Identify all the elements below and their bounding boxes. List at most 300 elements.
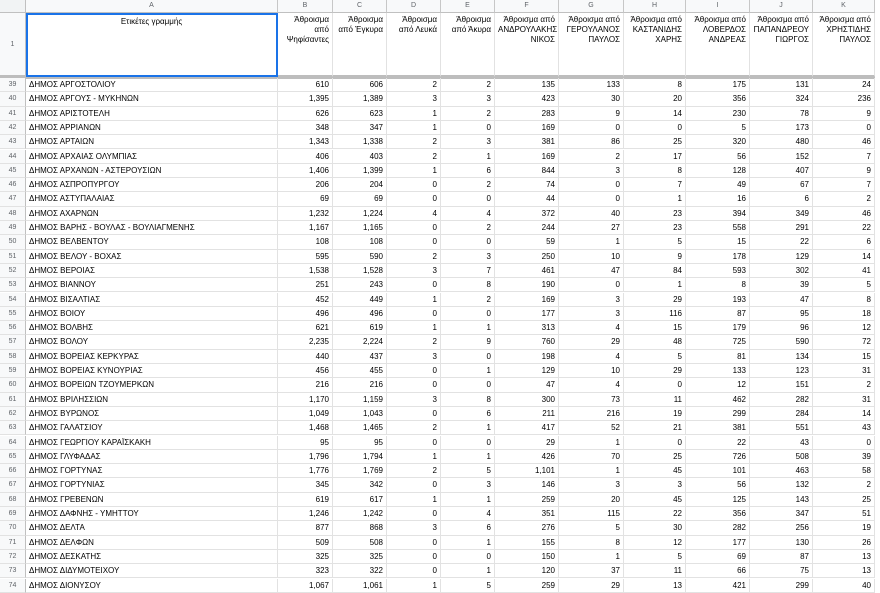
value-cell-i[interactable]: 56 — [686, 150, 750, 164]
value-cell-h[interactable]: 8 — [624, 164, 686, 178]
value-cell-b[interactable]: 1,246 — [278, 507, 333, 521]
value-cell-g[interactable]: 20 — [559, 493, 624, 507]
municipality-cell[interactable]: ΔΗΜΟΣ ΑΣΤΥΠΑΛΑΙΑΣ — [26, 192, 278, 206]
value-cell-g[interactable]: 52 — [559, 421, 624, 435]
value-cell-f[interactable]: 461 — [495, 264, 559, 278]
value-cell-j[interactable]: 39 — [750, 278, 813, 292]
header-cell-j[interactable]: Άθροισμα από ΠΑΠΑΝΔΡΕΟΥ ΓΙΩΡΓΟΣ — [750, 13, 813, 77]
value-cell-c[interactable]: 449 — [333, 293, 387, 307]
column-header-g[interactable]: G — [559, 0, 624, 13]
value-cell-g[interactable]: 3 — [559, 478, 624, 492]
header-cell-b[interactable]: Άθροισμα από Ψηφίσαντες — [278, 13, 333, 77]
value-cell-g[interactable]: 70 — [559, 450, 624, 464]
value-cell-c[interactable]: 322 — [333, 564, 387, 578]
value-cell-h[interactable]: 11 — [624, 564, 686, 578]
row-header[interactable]: 62 — [0, 407, 26, 421]
row-header[interactable]: 71 — [0, 536, 26, 550]
value-cell-j[interactable]: 123 — [750, 364, 813, 378]
value-cell-h[interactable]: 84 — [624, 264, 686, 278]
value-cell-d[interactable]: 3 — [387, 350, 441, 364]
value-cell-h[interactable]: 29 — [624, 293, 686, 307]
value-cell-k[interactable]: 13 — [813, 550, 875, 564]
value-cell-h[interactable]: 17 — [624, 150, 686, 164]
value-cell-b[interactable]: 1,232 — [278, 207, 333, 221]
value-cell-e[interactable]: 6 — [441, 407, 495, 421]
municipality-cell[interactable]: ΔΗΜΟΣ ΔΙΟΝΥΣΟΥ — [26, 579, 278, 593]
value-cell-c[interactable]: 508 — [333, 536, 387, 550]
value-cell-h[interactable]: 25 — [624, 450, 686, 464]
header-cell-i[interactable]: Άθροισμα από ΛΟΒΕΡΔΟΣ ΑΝΔΡΕΑΣ — [686, 13, 750, 77]
value-cell-k[interactable]: 2 — [813, 378, 875, 392]
value-cell-d[interactable]: 0 — [387, 478, 441, 492]
value-cell-i[interactable]: 87 — [686, 307, 750, 321]
value-cell-k[interactable]: 0 — [813, 121, 875, 135]
municipality-cell[interactable]: ΔΗΜΟΣ ΑΧΑΡΝΩΝ — [26, 207, 278, 221]
value-cell-b[interactable]: 216 — [278, 378, 333, 392]
row-header[interactable]: 66 — [0, 464, 26, 478]
value-cell-g[interactable]: 4 — [559, 350, 624, 364]
value-cell-d[interactable]: 0 — [387, 507, 441, 521]
value-cell-h[interactable]: 1 — [624, 278, 686, 292]
value-cell-b[interactable]: 1,343 — [278, 135, 333, 149]
value-cell-k[interactable]: 31 — [813, 364, 875, 378]
value-cell-k[interactable]: 19 — [813, 521, 875, 535]
value-cell-b[interactable]: 595 — [278, 250, 333, 264]
value-cell-f[interactable]: 250 — [495, 250, 559, 264]
value-cell-i[interactable]: 178 — [686, 250, 750, 264]
value-cell-f[interactable]: 244 — [495, 221, 559, 235]
column-header-i[interactable]: I — [686, 0, 750, 13]
value-cell-e[interactable]: 1 — [441, 536, 495, 550]
value-cell-k[interactable]: 2 — [813, 478, 875, 492]
value-cell-h[interactable]: 8 — [624, 78, 686, 92]
value-cell-k[interactable]: 7 — [813, 178, 875, 192]
value-cell-f[interactable]: 1,101 — [495, 464, 559, 478]
row-header[interactable]: 53 — [0, 278, 26, 292]
value-cell-k[interactable]: 26 — [813, 536, 875, 550]
value-cell-b[interactable]: 251 — [278, 278, 333, 292]
value-cell-f[interactable]: 259 — [495, 579, 559, 593]
value-cell-e[interactable]: 1 — [441, 450, 495, 464]
value-cell-f[interactable]: 417 — [495, 421, 559, 435]
value-cell-f[interactable]: 169 — [495, 150, 559, 164]
value-cell-d[interactable]: 0 — [387, 364, 441, 378]
value-cell-d[interactable]: 1 — [387, 493, 441, 507]
value-cell-c[interactable]: 1,165 — [333, 221, 387, 235]
row-labels-header-cell[interactable]: Ετικέτες γραμμής — [26, 13, 278, 77]
municipality-cell[interactable]: ΔΗΜΟΣ ΔΙΔΥΜΟΤΕΙΧΟΥ — [26, 564, 278, 578]
value-cell-e[interactable]: 1 — [441, 564, 495, 578]
value-cell-k[interactable]: 46 — [813, 135, 875, 149]
value-cell-k[interactable]: 58 — [813, 464, 875, 478]
value-cell-j[interactable]: 349 — [750, 207, 813, 221]
municipality-cell[interactable]: ΔΗΜΟΣ ΓΛΥΦΑΔΑΣ — [26, 450, 278, 464]
value-cell-k[interactable]: 72 — [813, 335, 875, 349]
value-cell-k[interactable]: 14 — [813, 407, 875, 421]
value-cell-f[interactable]: 177 — [495, 307, 559, 321]
column-header-d[interactable]: D — [387, 0, 441, 13]
value-cell-c[interactable]: 1,061 — [333, 579, 387, 593]
value-cell-j[interactable]: 95 — [750, 307, 813, 321]
value-cell-j[interactable]: 47 — [750, 293, 813, 307]
value-cell-c[interactable]: 1,338 — [333, 135, 387, 149]
value-cell-h[interactable]: 116 — [624, 307, 686, 321]
value-cell-c[interactable]: 1,769 — [333, 464, 387, 478]
value-cell-g[interactable]: 216 — [559, 407, 624, 421]
value-cell-c[interactable]: 1,043 — [333, 407, 387, 421]
value-cell-c[interactable]: 69 — [333, 192, 387, 206]
value-cell-j[interactable]: 78 — [750, 107, 813, 121]
value-cell-f[interactable]: 423 — [495, 92, 559, 106]
row-header[interactable]: 51 — [0, 250, 26, 264]
value-cell-k[interactable]: 5 — [813, 278, 875, 292]
value-cell-h[interactable]: 29 — [624, 364, 686, 378]
column-header-k[interactable]: K — [813, 0, 875, 13]
value-cell-e[interactable]: 6 — [441, 521, 495, 535]
value-cell-e[interactable]: 6 — [441, 164, 495, 178]
value-cell-f[interactable]: 29 — [495, 436, 559, 450]
value-cell-i[interactable]: 421 — [686, 579, 750, 593]
value-cell-i[interactable]: 320 — [686, 135, 750, 149]
value-cell-j[interactable]: 508 — [750, 450, 813, 464]
value-cell-f[interactable]: 74 — [495, 178, 559, 192]
value-cell-b[interactable]: 1,468 — [278, 421, 333, 435]
value-cell-b[interactable]: 877 — [278, 521, 333, 535]
value-cell-b[interactable]: 1,049 — [278, 407, 333, 421]
municipality-cell[interactable]: ΔΗΜΟΣ ΑΡΧΑΝΩΝ - ΑΣΤΕΡΟΥΣΙΩΝ — [26, 164, 278, 178]
municipality-cell[interactable]: ΔΗΜΟΣ ΑΡΓΟΥΣ - ΜΥΚΗΝΩΝ — [26, 92, 278, 106]
row-header[interactable]: 72 — [0, 550, 26, 564]
value-cell-i[interactable]: 49 — [686, 178, 750, 192]
municipality-cell[interactable]: ΔΗΜΟΣ ΒΟΡΕΙΑΣ ΚΥΝΟΥΡΙΑΣ — [26, 364, 278, 378]
row-header[interactable]: 45 — [0, 164, 26, 178]
value-cell-j[interactable]: 143 — [750, 493, 813, 507]
value-cell-g[interactable]: 27 — [559, 221, 624, 235]
value-cell-f[interactable]: 844 — [495, 164, 559, 178]
value-cell-b[interactable]: 325 — [278, 550, 333, 564]
value-cell-k[interactable]: 13 — [813, 564, 875, 578]
value-cell-e[interactable]: 8 — [441, 278, 495, 292]
value-cell-k[interactable]: 39 — [813, 450, 875, 464]
value-cell-k[interactable]: 9 — [813, 164, 875, 178]
value-cell-h[interactable]: 1 — [624, 192, 686, 206]
value-cell-g[interactable]: 29 — [559, 335, 624, 349]
value-cell-g[interactable]: 3 — [559, 164, 624, 178]
municipality-cell[interactable]: ΔΗΜΟΣ ΒΕΛΟΥ - ΒΟΧΑΣ — [26, 250, 278, 264]
value-cell-k[interactable]: 43 — [813, 421, 875, 435]
value-cell-g[interactable]: 9 — [559, 107, 624, 121]
row-header[interactable]: 59 — [0, 364, 26, 378]
value-cell-k[interactable]: 0 — [813, 436, 875, 450]
header-cell-h[interactable]: Άθροισμα από ΚΑΣΤΑΝΙΔΗΣ ΧΑΡΗΣ — [624, 13, 686, 77]
value-cell-i[interactable]: 81 — [686, 350, 750, 364]
header-cell-g[interactable]: Άθροισμα από ΓΕΡΟΥΛΑΝΟΣ ΠΑΥΛΟΣ — [559, 13, 624, 77]
value-cell-g[interactable]: 29 — [559, 579, 624, 593]
value-cell-d[interactable]: 1 — [387, 321, 441, 335]
value-cell-k[interactable]: 24 — [813, 78, 875, 92]
value-cell-h[interactable]: 45 — [624, 464, 686, 478]
value-cell-k[interactable]: 12 — [813, 321, 875, 335]
value-cell-g[interactable]: 4 — [559, 321, 624, 335]
value-cell-b[interactable]: 1,538 — [278, 264, 333, 278]
value-cell-j[interactable]: 284 — [750, 407, 813, 421]
value-cell-h[interactable]: 14 — [624, 107, 686, 121]
value-cell-f[interactable]: 146 — [495, 478, 559, 492]
value-cell-i[interactable]: 193 — [686, 293, 750, 307]
value-cell-c[interactable]: 868 — [333, 521, 387, 535]
value-cell-i[interactable]: 282 — [686, 521, 750, 535]
value-cell-j[interactable]: 347 — [750, 507, 813, 521]
row-header[interactable]: 68 — [0, 493, 26, 507]
value-cell-f[interactable]: 47 — [495, 378, 559, 392]
value-cell-b[interactable]: 621 — [278, 321, 333, 335]
row-header[interactable]: 40 — [0, 92, 26, 106]
value-cell-e[interactable]: 5 — [441, 579, 495, 593]
municipality-cell[interactable]: ΔΗΜΟΣ ΔΕΛΤΑ — [26, 521, 278, 535]
row-header[interactable]: 41 — [0, 107, 26, 121]
row-header[interactable]: 61 — [0, 393, 26, 407]
municipality-cell[interactable]: ΔΗΜΟΣ ΓΑΛΑΤΣΙΟΥ — [26, 421, 278, 435]
value-cell-c[interactable]: 2,224 — [333, 335, 387, 349]
row-header[interactable]: 69 — [0, 507, 26, 521]
value-cell-h[interactable]: 30 — [624, 521, 686, 535]
value-cell-b[interactable]: 348 — [278, 121, 333, 135]
value-cell-h[interactable]: 0 — [624, 121, 686, 135]
value-cell-e[interactable]: 4 — [441, 507, 495, 521]
value-cell-k[interactable]: 18 — [813, 307, 875, 321]
value-cell-b[interactable]: 69 — [278, 192, 333, 206]
value-cell-d[interactable]: 2 — [387, 78, 441, 92]
value-cell-j[interactable]: 282 — [750, 393, 813, 407]
value-cell-f[interactable]: 276 — [495, 521, 559, 535]
value-cell-k[interactable]: 41 — [813, 264, 875, 278]
municipality-cell[interactable]: ΔΗΜΟΣ ΒΥΡΩΝΟΣ — [26, 407, 278, 421]
value-cell-d[interactable]: 0 — [387, 550, 441, 564]
value-cell-k[interactable]: 46 — [813, 207, 875, 221]
value-cell-d[interactable]: 0 — [387, 436, 441, 450]
value-cell-d[interactable]: 1 — [387, 293, 441, 307]
value-cell-g[interactable]: 0 — [559, 178, 624, 192]
value-cell-f[interactable]: 300 — [495, 393, 559, 407]
value-cell-f[interactable]: 760 — [495, 335, 559, 349]
value-cell-e[interactable]: 2 — [441, 178, 495, 192]
row-header[interactable]: 58 — [0, 350, 26, 364]
value-cell-e[interactable]: 1 — [441, 421, 495, 435]
value-cell-e[interactable]: 8 — [441, 393, 495, 407]
column-header-c[interactable]: C — [333, 0, 387, 13]
value-cell-b[interactable]: 345 — [278, 478, 333, 492]
row-header[interactable]: 50 — [0, 235, 26, 249]
municipality-cell[interactable]: ΔΗΜΟΣ ΓΟΡΤΥΝΙΑΣ — [26, 478, 278, 492]
value-cell-k[interactable]: 22 — [813, 221, 875, 235]
municipality-cell[interactable]: ΔΗΜΟΣ ΒΙΣΑΛΤΙΑΣ — [26, 293, 278, 307]
value-cell-b[interactable]: 440 — [278, 350, 333, 364]
value-cell-j[interactable]: 291 — [750, 221, 813, 235]
value-cell-f[interactable]: 259 — [495, 493, 559, 507]
value-cell-i[interactable]: 230 — [686, 107, 750, 121]
value-cell-h[interactable]: 5 — [624, 550, 686, 564]
row-header[interactable]: 54 — [0, 293, 26, 307]
value-cell-f[interactable]: 169 — [495, 293, 559, 307]
value-cell-b[interactable]: 1,406 — [278, 164, 333, 178]
value-cell-i[interactable]: 177 — [686, 536, 750, 550]
value-cell-e[interactable]: 7 — [441, 264, 495, 278]
row-header[interactable]: 47 — [0, 192, 26, 206]
value-cell-g[interactable]: 10 — [559, 364, 624, 378]
value-cell-d[interactable]: 0 — [387, 278, 441, 292]
value-cell-c[interactable]: 617 — [333, 493, 387, 507]
value-cell-f[interactable]: 129 — [495, 364, 559, 378]
value-cell-c[interactable]: 619 — [333, 321, 387, 335]
value-cell-d[interactable]: 0 — [387, 536, 441, 550]
value-cell-j[interactable]: 551 — [750, 421, 813, 435]
header-cell-f[interactable]: Άθροισμα από ΑΝΔΡΟΥΛΑΚΗΣ ΝΙΚΟΣ — [495, 13, 559, 77]
value-cell-e[interactable]: 0 — [441, 350, 495, 364]
value-cell-b[interactable]: 610 — [278, 78, 333, 92]
value-cell-i[interactable]: 128 — [686, 164, 750, 178]
value-cell-i[interactable]: 22 — [686, 436, 750, 450]
header-cell-k[interactable]: Άθροισμα από ΧΡΗΣΤΙΔΗΣ ΠΑΥΛΟΣ — [813, 13, 875, 77]
value-cell-c[interactable]: 216 — [333, 378, 387, 392]
municipality-cell[interactable]: ΔΗΜΟΣ ΒΟΛΟΥ — [26, 335, 278, 349]
municipality-cell[interactable]: ΔΗΜΟΣ ΑΡΙΣΤΟΤΕΛΗ — [26, 107, 278, 121]
value-cell-b[interactable]: 323 — [278, 564, 333, 578]
value-cell-j[interactable]: 324 — [750, 92, 813, 106]
value-cell-j[interactable]: 152 — [750, 150, 813, 164]
value-cell-d[interactable]: 1 — [387, 107, 441, 121]
value-cell-i[interactable]: 101 — [686, 464, 750, 478]
value-cell-f[interactable]: 426 — [495, 450, 559, 464]
value-cell-d[interactable]: 2 — [387, 421, 441, 435]
value-cell-h[interactable]: 15 — [624, 321, 686, 335]
value-cell-f[interactable]: 351 — [495, 507, 559, 521]
value-cell-i[interactable]: 299 — [686, 407, 750, 421]
value-cell-d[interactable]: 2 — [387, 250, 441, 264]
value-cell-c[interactable]: 606 — [333, 78, 387, 92]
value-cell-j[interactable]: 130 — [750, 536, 813, 550]
value-cell-j[interactable]: 96 — [750, 321, 813, 335]
value-cell-i[interactable]: 356 — [686, 507, 750, 521]
value-cell-d[interactable]: 0 — [387, 192, 441, 206]
row-header[interactable]: 64 — [0, 436, 26, 450]
value-cell-b[interactable]: 619 — [278, 493, 333, 507]
value-cell-k[interactable]: 14 — [813, 250, 875, 264]
value-cell-k[interactable]: 15 — [813, 350, 875, 364]
value-cell-d[interactable]: 0 — [387, 564, 441, 578]
value-cell-b[interactable]: 496 — [278, 307, 333, 321]
value-cell-g[interactable]: 1 — [559, 235, 624, 249]
value-cell-e[interactable]: 2 — [441, 107, 495, 121]
value-cell-i[interactable]: 725 — [686, 335, 750, 349]
municipality-cell[interactable]: ΔΗΜΟΣ ΒΟΛΒΗΣ — [26, 321, 278, 335]
value-cell-f[interactable]: 190 — [495, 278, 559, 292]
value-cell-b[interactable]: 108 — [278, 235, 333, 249]
value-cell-e[interactable]: 2 — [441, 78, 495, 92]
value-cell-c[interactable]: 1,399 — [333, 164, 387, 178]
row-header[interactable]: 56 — [0, 321, 26, 335]
value-cell-f[interactable]: 59 — [495, 235, 559, 249]
value-cell-e[interactable]: 0 — [441, 550, 495, 564]
municipality-cell[interactable]: ΔΗΜΟΣ ΑΡΓΟΣΤΟΛΙΟΥ — [26, 78, 278, 92]
row-header[interactable]: 74 — [0, 579, 26, 593]
value-cell-e[interactable]: 1 — [441, 321, 495, 335]
value-cell-d[interactable]: 2 — [387, 464, 441, 478]
value-cell-e[interactable]: 1 — [441, 493, 495, 507]
value-cell-c[interactable]: 342 — [333, 478, 387, 492]
municipality-cell[interactable]: ΔΗΜΟΣ ΒΡΙΛΗΣΣΙΩΝ — [26, 393, 278, 407]
value-cell-d[interactable]: 0 — [387, 178, 441, 192]
value-cell-j[interactable]: 129 — [750, 250, 813, 264]
row-header[interactable]: 44 — [0, 150, 26, 164]
value-cell-e[interactable]: 1 — [441, 150, 495, 164]
value-cell-b[interactable]: 206 — [278, 178, 333, 192]
value-cell-d[interactable]: 0 — [387, 221, 441, 235]
value-cell-h[interactable]: 11 — [624, 393, 686, 407]
value-cell-e[interactable]: 9 — [441, 335, 495, 349]
value-cell-j[interactable]: 590 — [750, 335, 813, 349]
value-cell-b[interactable]: 626 — [278, 107, 333, 121]
value-cell-k[interactable]: 2 — [813, 192, 875, 206]
value-cell-i[interactable]: 394 — [686, 207, 750, 221]
value-cell-i[interactable]: 726 — [686, 450, 750, 464]
value-cell-f[interactable]: 135 — [495, 78, 559, 92]
value-cell-c[interactable]: 623 — [333, 107, 387, 121]
value-cell-d[interactable]: 0 — [387, 235, 441, 249]
value-cell-j[interactable]: 151 — [750, 378, 813, 392]
value-cell-c[interactable]: 1,465 — [333, 421, 387, 435]
value-cell-f[interactable]: 372 — [495, 207, 559, 221]
value-cell-i[interactable]: 462 — [686, 393, 750, 407]
value-cell-c[interactable]: 1,389 — [333, 92, 387, 106]
value-cell-f[interactable]: 150 — [495, 550, 559, 564]
value-cell-d[interactable]: 3 — [387, 393, 441, 407]
value-cell-k[interactable]: 25 — [813, 493, 875, 507]
value-cell-i[interactable]: 16 — [686, 192, 750, 206]
value-cell-e[interactable]: 1 — [441, 364, 495, 378]
value-cell-j[interactable]: 22 — [750, 235, 813, 249]
value-cell-c[interactable]: 347 — [333, 121, 387, 135]
value-cell-j[interactable]: 75 — [750, 564, 813, 578]
value-cell-i[interactable]: 66 — [686, 564, 750, 578]
value-cell-b[interactable]: 406 — [278, 150, 333, 164]
column-header-j[interactable]: J — [750, 0, 813, 13]
value-cell-c[interactable]: 437 — [333, 350, 387, 364]
value-cell-h[interactable]: 13 — [624, 579, 686, 593]
row-header[interactable]: 73 — [0, 564, 26, 578]
row-header[interactable]: 49 — [0, 221, 26, 235]
value-cell-h[interactable]: 21 — [624, 421, 686, 435]
value-cell-j[interactable]: 131 — [750, 78, 813, 92]
value-cell-i[interactable]: 12 — [686, 378, 750, 392]
value-cell-i[interactable]: 15 — [686, 235, 750, 249]
value-cell-k[interactable]: 31 — [813, 393, 875, 407]
value-cell-e[interactable]: 3 — [441, 478, 495, 492]
municipality-cell[interactable]: ΔΗΜΟΣ ΑΡΧΑΙΑΣ ΟΛΥΜΠΙΑΣ — [26, 150, 278, 164]
row-header[interactable]: 65 — [0, 450, 26, 464]
value-cell-h[interactable]: 45 — [624, 493, 686, 507]
value-cell-k[interactable]: 236 — [813, 92, 875, 106]
value-cell-b[interactable]: 1,167 — [278, 221, 333, 235]
value-cell-b[interactable]: 95 — [278, 436, 333, 450]
municipality-cell[interactable]: ΔΗΜΟΣ ΓΕΩΡΓΙΟΥ ΚΑΡΑΪΣΚΑΚΗ — [26, 436, 278, 450]
value-cell-f[interactable]: 381 — [495, 135, 559, 149]
value-cell-d[interactable]: 4 — [387, 207, 441, 221]
value-cell-b[interactable]: 1,170 — [278, 393, 333, 407]
value-cell-b[interactable]: 1,796 — [278, 450, 333, 464]
value-cell-c[interactable]: 496 — [333, 307, 387, 321]
value-cell-g[interactable]: 86 — [559, 135, 624, 149]
value-cell-g[interactable]: 10 — [559, 250, 624, 264]
